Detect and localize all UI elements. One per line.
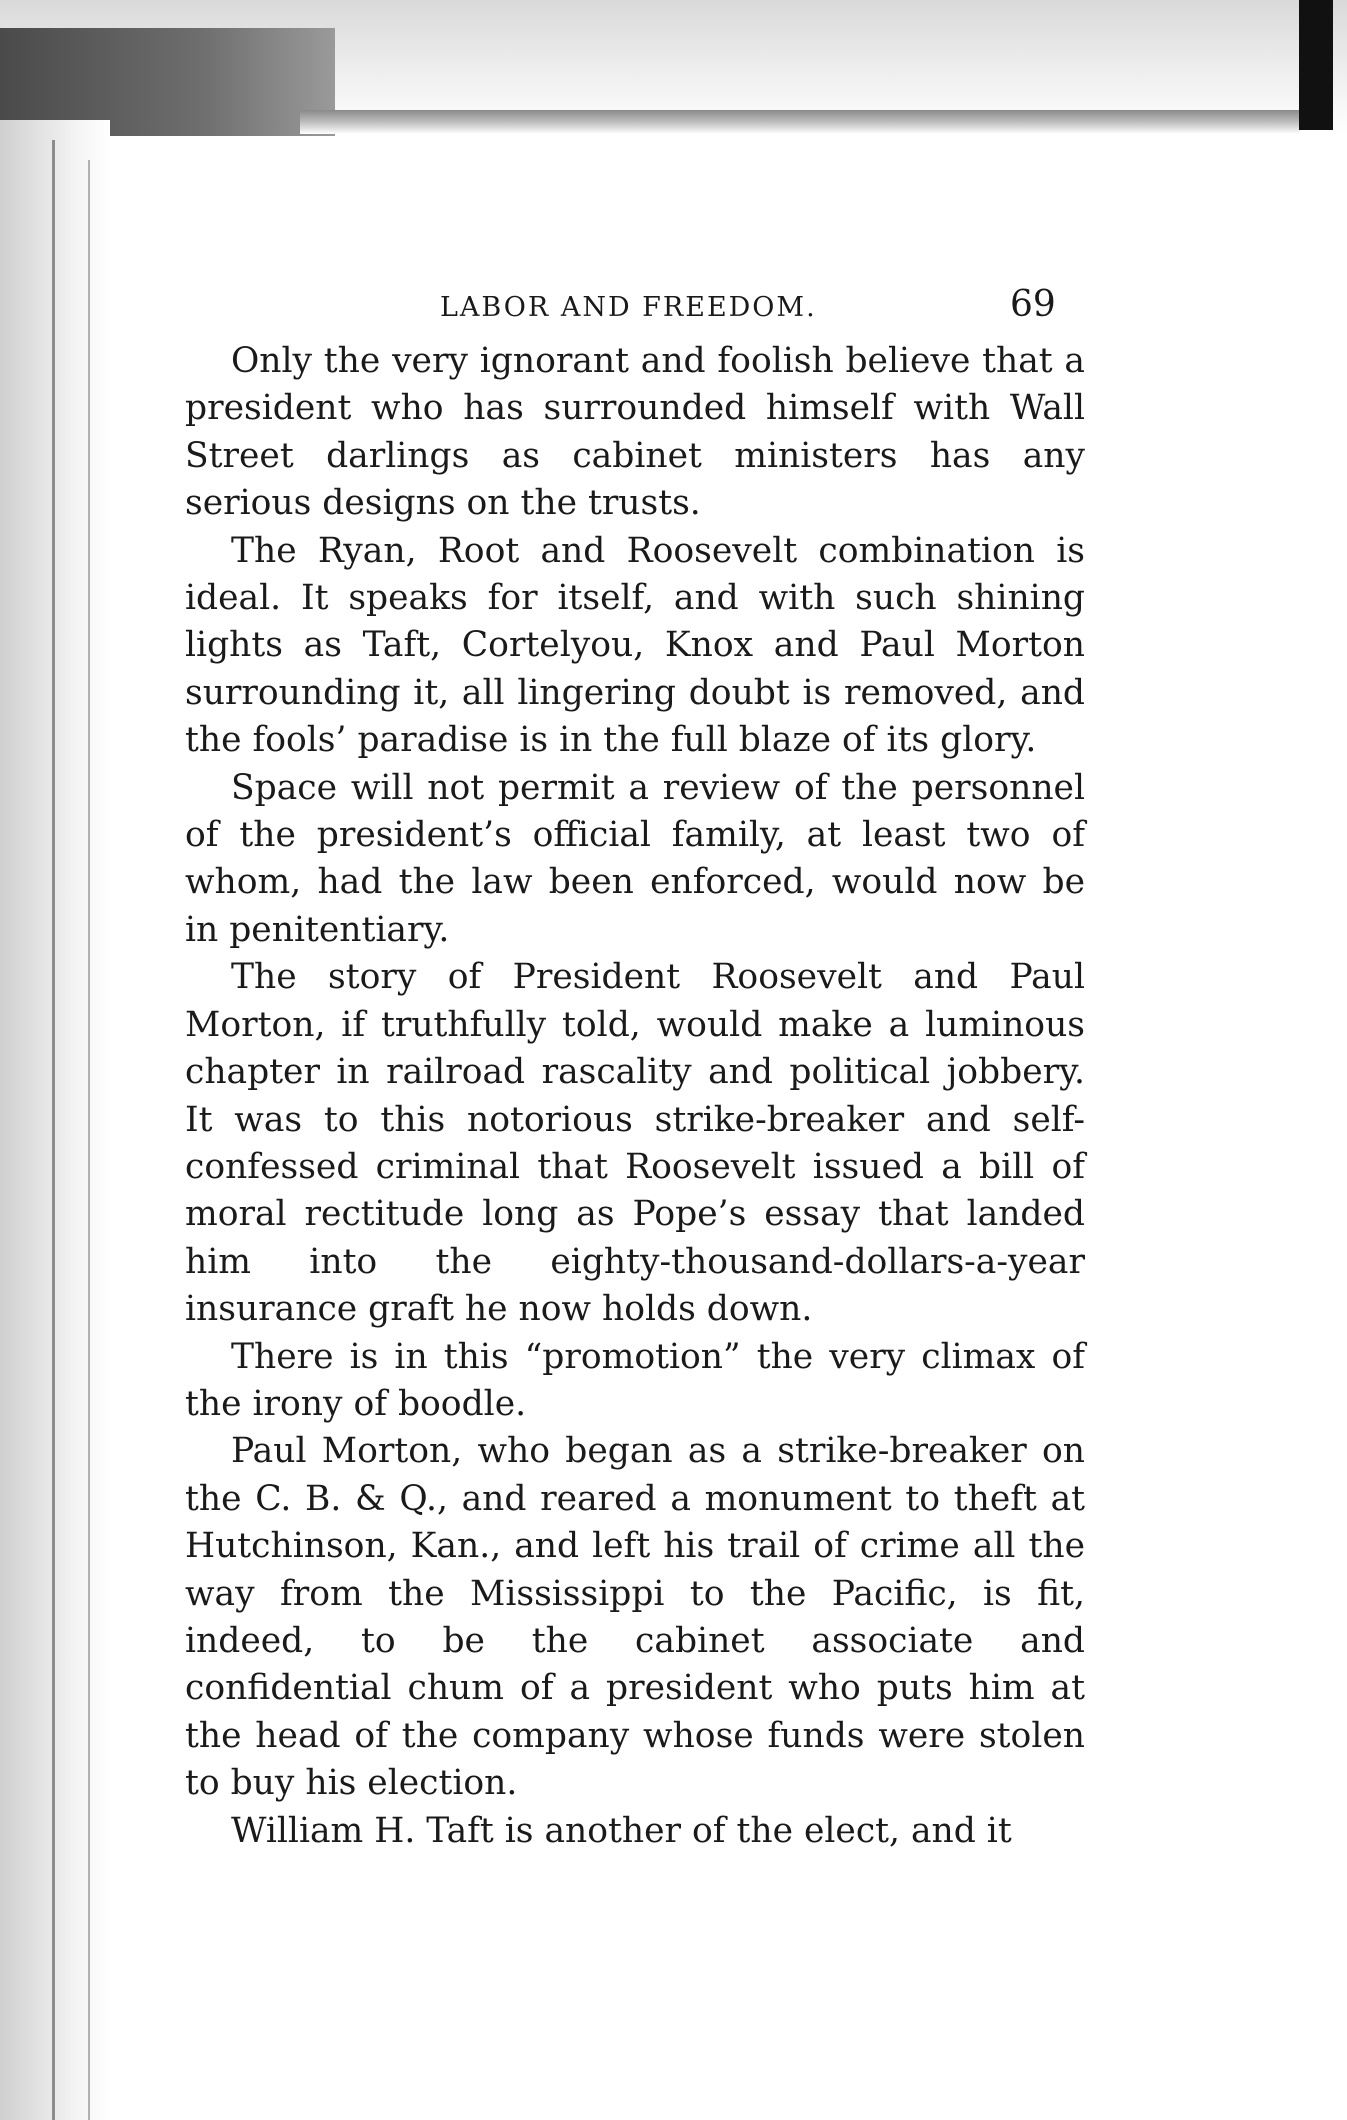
- running-title: LABOR AND FREEDOM.: [440, 292, 817, 323]
- paragraph-1: Only the very ignorant and foolish believe that a president who has surrounded himself with Wall Street darlings as cabinet ministers has any serious designs on the trusts.: [185, 341, 1085, 524]
- body-text: [185, 338, 1085, 1855]
- book-gutter-shadow: [0, 120, 110, 2120]
- running-head: [185, 278, 1085, 338]
- paragraph-3: Space will not permit a review of the personnel of the president’s official family, at least two of whom, had the law been enforced, would now be in penitentiary.: [185, 767, 1085, 950]
- page-content: [185, 278, 1085, 1855]
- paragraph-4: The story of President Roosevelt and Paul Morton, if truthfully told, would make a luminous chapter in railroad rascality and political jobbery. It was to this notorious strike-breaker and self-confessed criminal that Roosevelt issued a bill of moral rectitude long as Pope’s essay that landed him into the eighty-thousand-dollars-a-year insurance graft he now holds down.: [185, 957, 1085, 1330]
- page-number: 69: [1010, 284, 1056, 325]
- scan-top-edge: [300, 110, 1300, 134]
- scan-right-marker: [1299, 0, 1333, 130]
- book-gutter-line: [52, 140, 55, 2120]
- paragraph-2: The Ryan, Root and Roosevelt combination is ideal. It speaks for itself, and with such shining lights as Taft, Cortelyou, Knox and Paul Morton surrounding it, all lingering doubt is removed, and the fools’ paradise is in the full blaze of its glory.: [185, 530, 1085, 761]
- paragraph-6: Paul Morton, who began as a strike-breaker on the C. B. & Q., and reared a monument to theft at Hutchinson, Kan., and left his trail of crime all the way from the Mississippi to the Pacific, is fit, indeed, to be the cabinet associate and confidential chum of a president who puts him at the head of the company whose funds were stolen to buy his election.: [185, 1431, 1085, 1804]
- paragraph-5: There is in this “promotion” the very climax of the irony of boodle.: [185, 1336, 1085, 1424]
- book-gutter-line-secondary: [88, 160, 90, 2120]
- paragraph-7: William H. Taft is another of the elect, and it: [231, 1810, 1012, 1851]
